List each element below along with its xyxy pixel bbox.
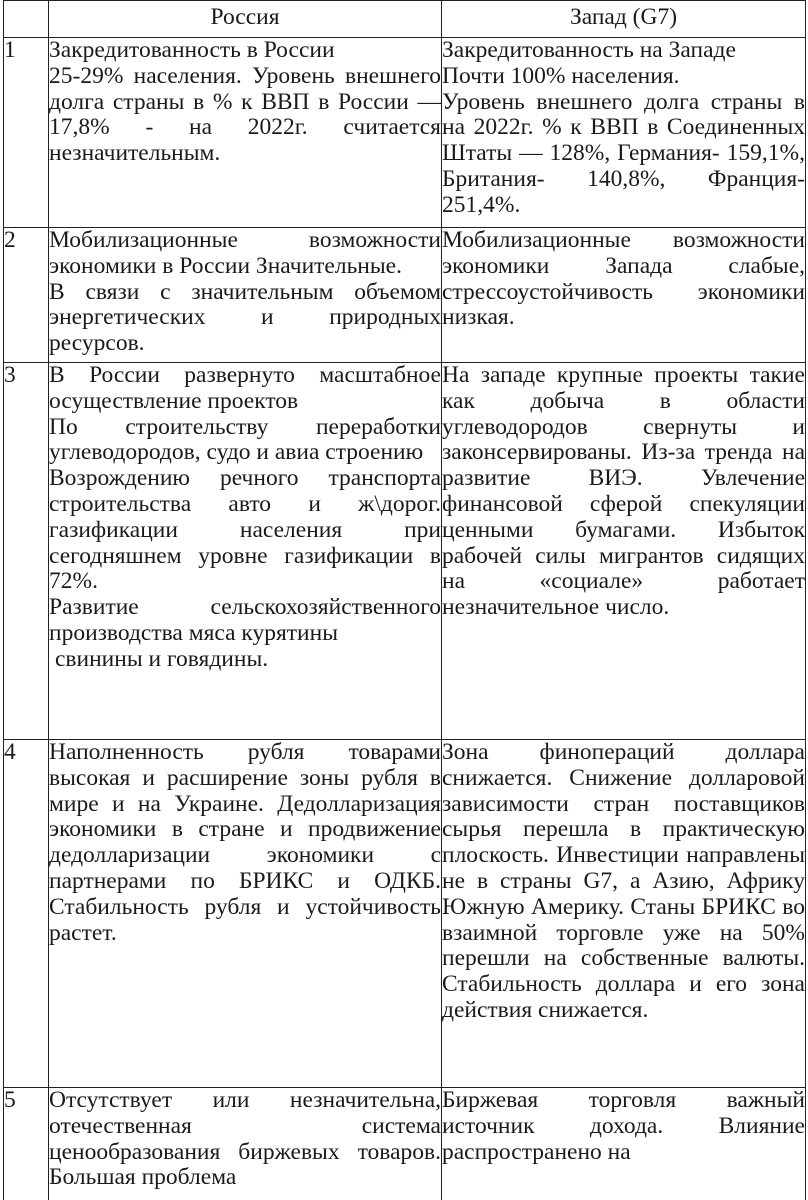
paragraph: Почти 100% населения. xyxy=(442,62,680,89)
comparison-table xyxy=(3,0,806,1200)
row-number: 1 xyxy=(4,38,49,228)
paragraph: В связи с значительным объемом энергетических и природных ресурсов. xyxy=(49,278,441,357)
paragraph: Закредитованность на Западе xyxy=(442,37,736,63)
table-row xyxy=(4,38,806,228)
paragraph: свинины и говядины. xyxy=(55,645,269,672)
cell-west xyxy=(442,38,806,228)
paragraph: Закредитованность в России xyxy=(49,37,335,63)
row-number: 3 xyxy=(4,363,49,740)
cell-russia xyxy=(49,363,442,740)
cell-west xyxy=(442,363,806,740)
paragraph: Зона финопераций доллара снижается. Снижение долларовой зависимости стран поставщиков сырья перешла в практическую плоскость. Инвестиции направлены не в страны G7, а Азию, Африку Южную Америку. Станы БРИКС во взаимной торговле уже на 50% перешли на собственные валюты. Стабильность доллара и его зона действия снижается. xyxy=(442,739,805,1023)
cell-west xyxy=(442,740,806,1088)
table-row xyxy=(4,363,806,740)
header-number xyxy=(4,1,49,38)
paragraph: Наполненность рубля товарами высокая и расширение зоны рубля в мире и на Украине. Дедолларизация экономики в стране и продвижение дедолларизации экономики с партнерами по БРИКС и ОДКБ. Стабильность рубля и устойчивость растет. xyxy=(49,739,441,946)
cell-west xyxy=(442,1088,806,1200)
table-row xyxy=(4,228,806,363)
row-number: 5 xyxy=(4,1088,49,1200)
header-russia: Россия xyxy=(49,1,442,38)
paragraph: Отсутствует или незначительна, отечественная система ценообразования биржевых товаров. Большая проблема xyxy=(49,1087,441,1191)
paragraph: Мобилизационные возможности экономики в России Значительные. xyxy=(49,227,441,279)
cell-west xyxy=(442,228,806,363)
paragraph: По строительству переработки углеводородов, судо и авиа строению xyxy=(49,413,441,466)
row-number: 4 xyxy=(4,740,49,1088)
table-row xyxy=(4,1088,806,1200)
row-number: 2 xyxy=(4,228,49,363)
paragraph: В России развернуто масштабное осуществление проектов xyxy=(49,362,441,414)
cell-russia xyxy=(49,1088,442,1200)
paragraph: Биржевая торговля важный источник дохода. Влияние распространено на xyxy=(442,1087,805,1165)
header-west: Запад (G7) xyxy=(442,1,806,38)
paragraph: Развитие сельскохозяйственного производства мяса курятины xyxy=(49,594,441,646)
paragraph: Уровень внешнего долга страны в на 2022г. % к ВВП в Соединенных Штаты — 128%, Германия- 159,1%, Британия- 140,8%, Франция- 251,4%. xyxy=(442,88,805,218)
cell-russia xyxy=(49,228,442,363)
paragraph: Мобилизационные возможности экономики Запада слабые, стрессоустойчивость экономики низкая. xyxy=(442,227,805,331)
paragraph: На западе крупные проекты такие как добыча в области углеводородов свернуты и законсервированы. Из-за тренда на развитие ВИЭ. Увлечение финансовой сферой спекуляции ценными бумагами. Избыток рабочей силы мигрантов сидящих на «социале» работает незначительное число. xyxy=(442,362,805,621)
cell-russia xyxy=(49,740,442,1088)
cell-russia xyxy=(49,38,442,228)
paragraph: Возрождению речного транспорта строительства авто и ж\дорог. газификации населения при сегодняшнем уровне газификации в 72%. xyxy=(49,465,441,595)
table-row xyxy=(4,740,806,1088)
table-header-row xyxy=(4,1,806,38)
paragraph: 25-29% населения. Уровень внешнего долга страны в % к ВВП в России — 17,8% - на 2022г. считается незначительным. xyxy=(49,62,441,167)
